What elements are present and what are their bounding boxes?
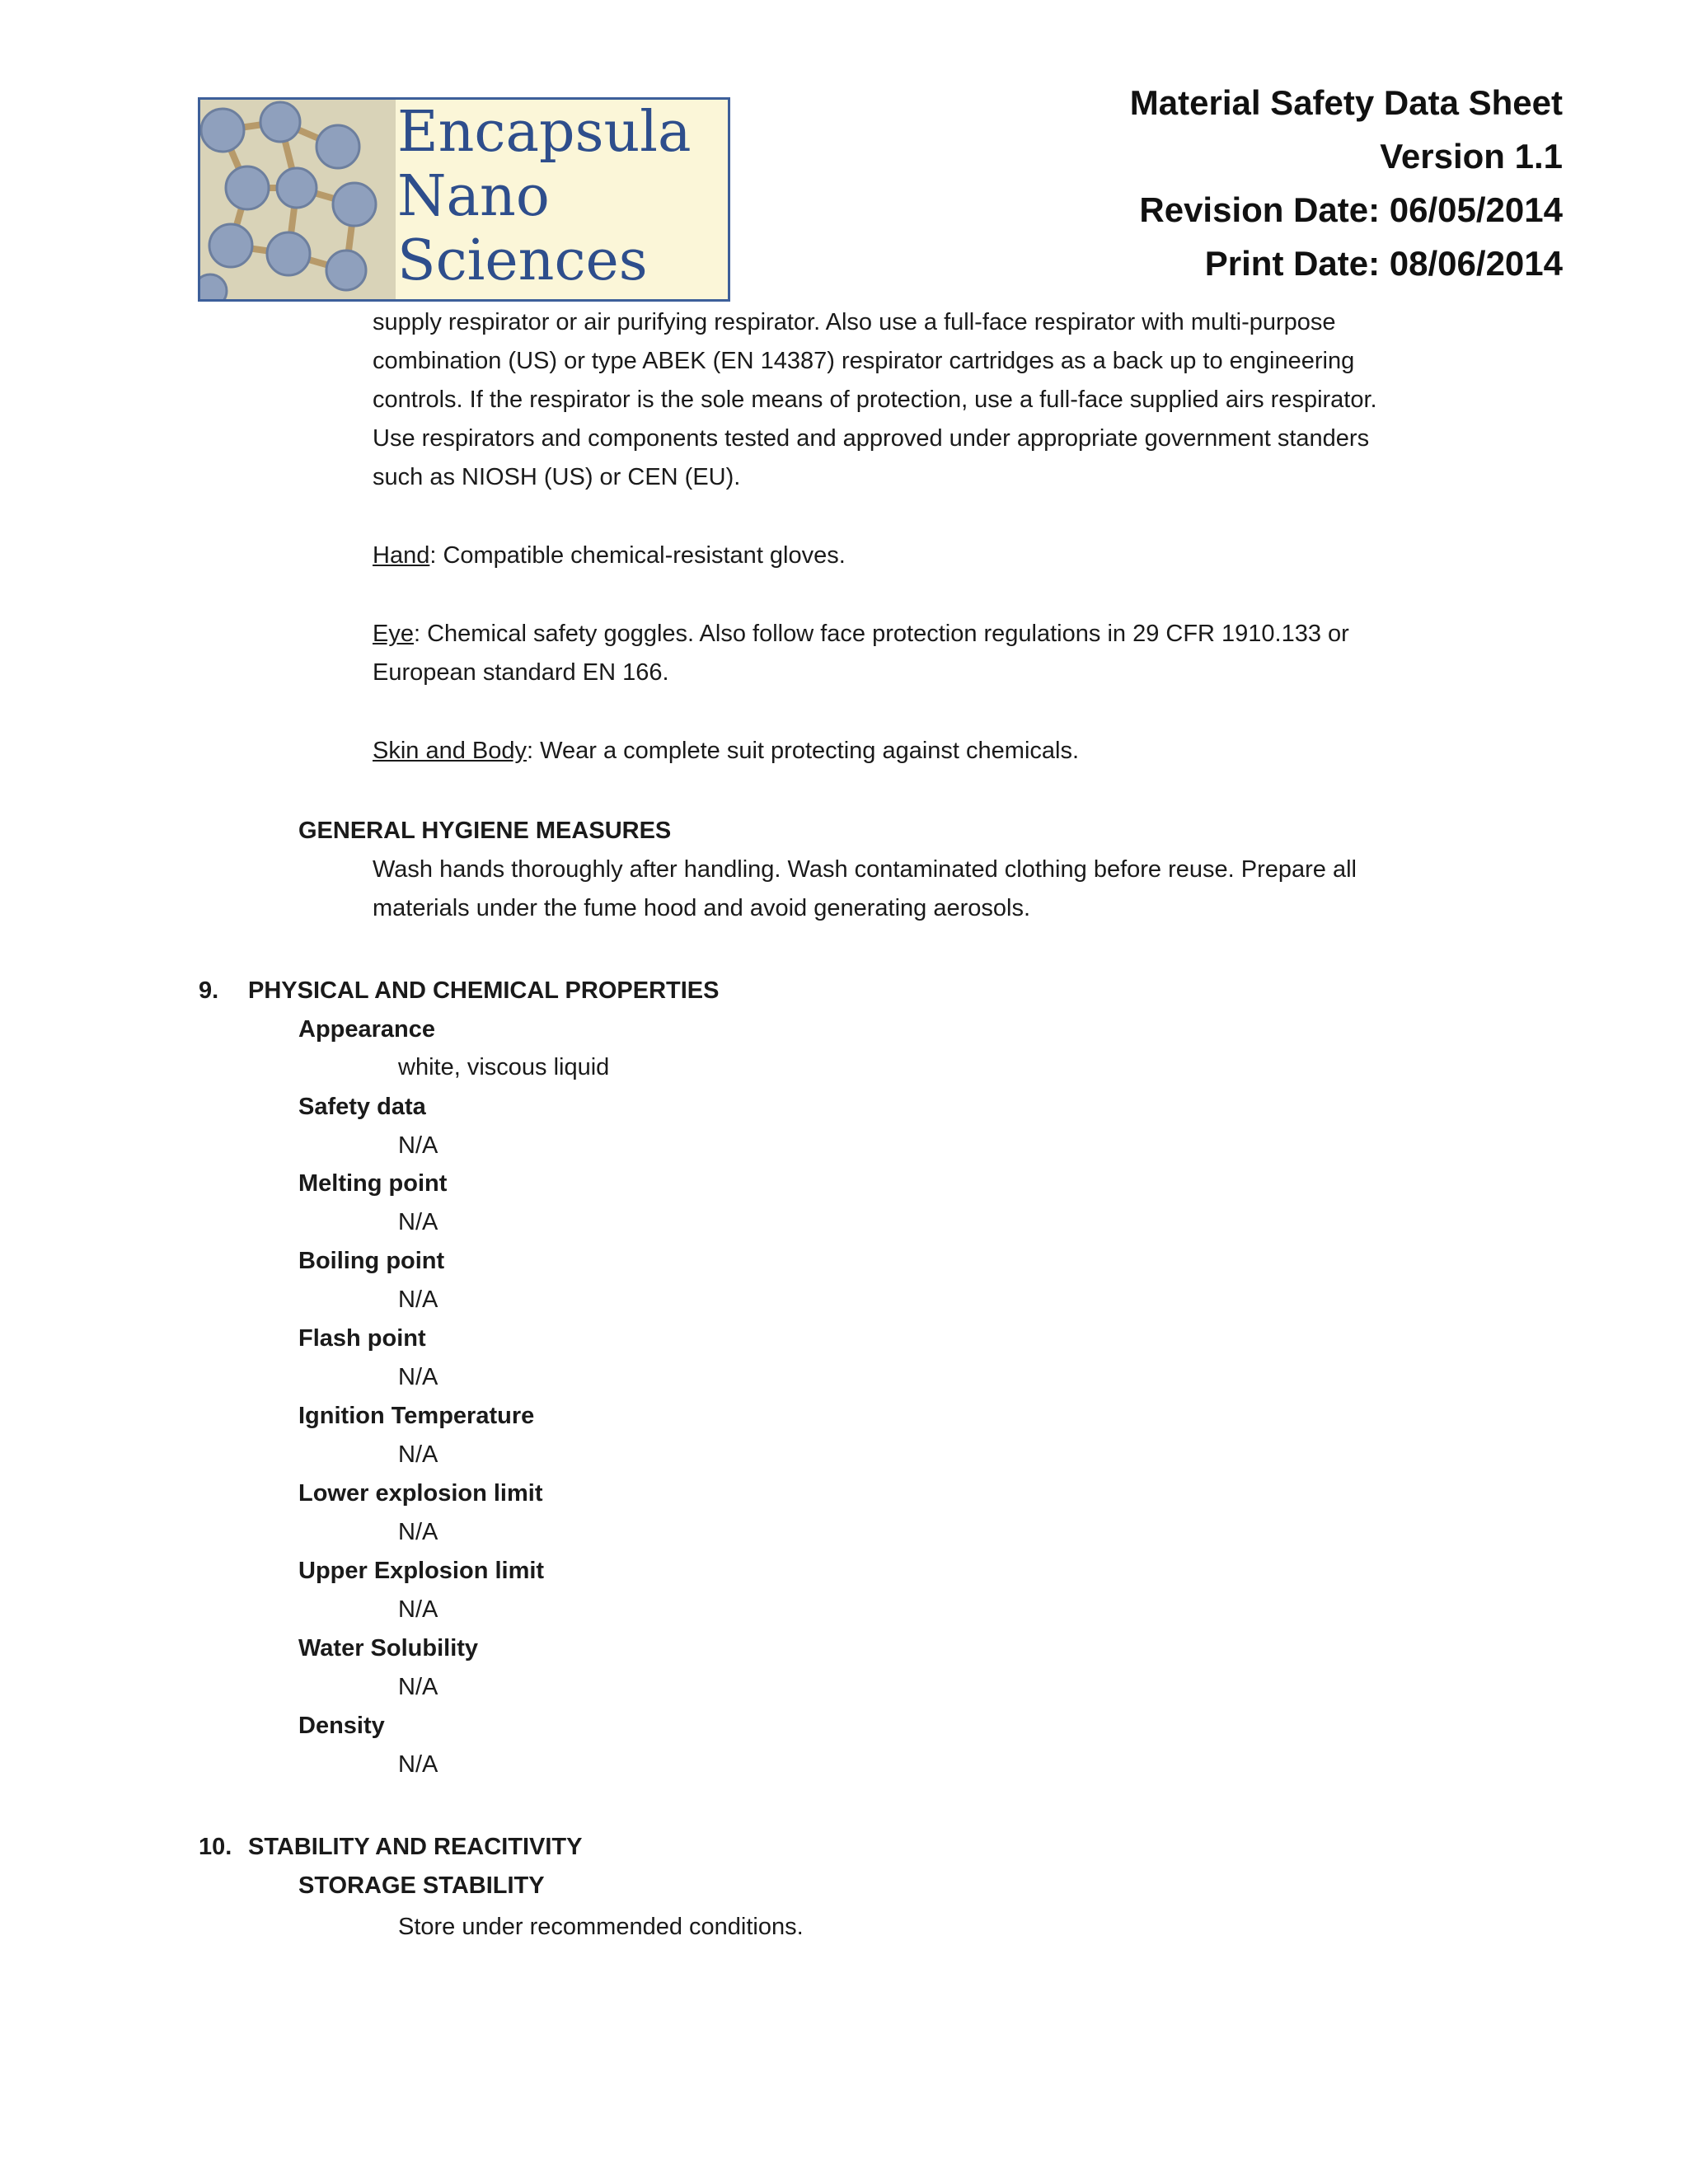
property-label: Upper Explosion limit	[298, 1558, 545, 1584]
print-date: Print Date: 08/06/2014	[1204, 244, 1563, 283]
property-label: Ignition Temperature	[298, 1403, 535, 1429]
respiratory-line: controls. If the respirator is the sole means of protection, use a full-face supplied airs respirator.	[373, 387, 1377, 413]
property-label: Water Solubility	[298, 1635, 479, 1661]
skin-label: Skin and Body	[373, 738, 528, 764]
property-value: N/A	[398, 1209, 438, 1235]
respiratory-line: such as NIOSH (US) or CEN (EU).	[373, 464, 741, 490]
property-value: white, viscous liquid	[398, 1054, 610, 1080]
eye-protection	[373, 615, 1349, 654]
property-value: N/A	[398, 1519, 438, 1545]
property-value: N/A	[398, 1286, 438, 1313]
property-label: Melting point	[298, 1170, 448, 1197]
eye-label: Eye	[373, 621, 414, 647]
storage-stability-heading: STORAGE STABILITY	[298, 1872, 545, 1899]
document-header	[1130, 76, 1563, 290]
eye-protection-line-2: European standard EN 166.	[373, 659, 669, 686]
property-value: N/A	[398, 1674, 438, 1700]
property-value: N/A	[398, 1364, 438, 1390]
property-value: N/A	[398, 1132, 438, 1159]
eye-text: : Chemical safety goggles. Also follow face protection regulations in 29 CFR 1910.133 or	[413, 621, 1349, 647]
property-label: Safety data	[298, 1094, 426, 1120]
hand-label: Hand	[373, 542, 430, 569]
logo-line-3: Sciences	[397, 228, 648, 293]
logo-line-2: Nano	[397, 164, 550, 229]
company-logo	[198, 97, 730, 302]
hygiene-line: materials under the fume hood and avoid generating aerosols.	[373, 895, 1031, 921]
section-10-title: STABILITY AND REACITIVITY	[248, 1834, 583, 1860]
skin-text: : Wear a complete suit protecting against chemicals.	[527, 738, 1080, 764]
storage-stability-text: Store under recommended conditions.	[398, 1914, 804, 1940]
property-label: Appearance	[298, 1016, 436, 1043]
hand-protection	[373, 537, 846, 575]
property-label: Boiling point	[298, 1248, 445, 1274]
document-title: Material Safety Data Sheet	[1129, 83, 1563, 122]
logo-line-1: Encapsula	[397, 100, 692, 165]
property-label: Flash point	[298, 1325, 426, 1352]
hand-text: : Compatible chemical-resistant gloves.	[429, 542, 846, 569]
section-10-number: 10.	[199, 1834, 232, 1860]
hygiene-heading: GENERAL HYGIENE MEASURES	[298, 818, 672, 844]
section-9-title: PHYSICAL AND CHEMICAL PROPERTIES	[248, 977, 720, 1004]
respiratory-line: combination (US) or type ABEK (EN 14387) respirator cartridges as a back up to engineering	[373, 348, 1355, 374]
skin-protection	[373, 732, 1079, 771]
revision-date: Revision Date: 06/05/2014	[1139, 190, 1563, 229]
respiratory-line: Use respirators and components tested and approved under appropriate government standers	[373, 425, 1370, 452]
property-value: N/A	[398, 1441, 438, 1468]
property-label: Lower explosion limit	[298, 1480, 543, 1507]
document-version: Version 1.1	[1380, 137, 1563, 176]
hygiene-line: Wash hands thoroughly after handling. Wash contaminated clothing before reuse. Prepare all	[373, 856, 1357, 883]
property-value: N/A	[398, 1751, 438, 1778]
property-value: N/A	[398, 1596, 438, 1623]
logo-wordmark	[397, 101, 692, 293]
property-label: Density	[298, 1713, 385, 1739]
section-9-number: 9.	[199, 977, 219, 1004]
respiratory-line: supply respirator or air purifying respirator. Also use a full-face respirator with multi-purpose	[373, 309, 1336, 335]
